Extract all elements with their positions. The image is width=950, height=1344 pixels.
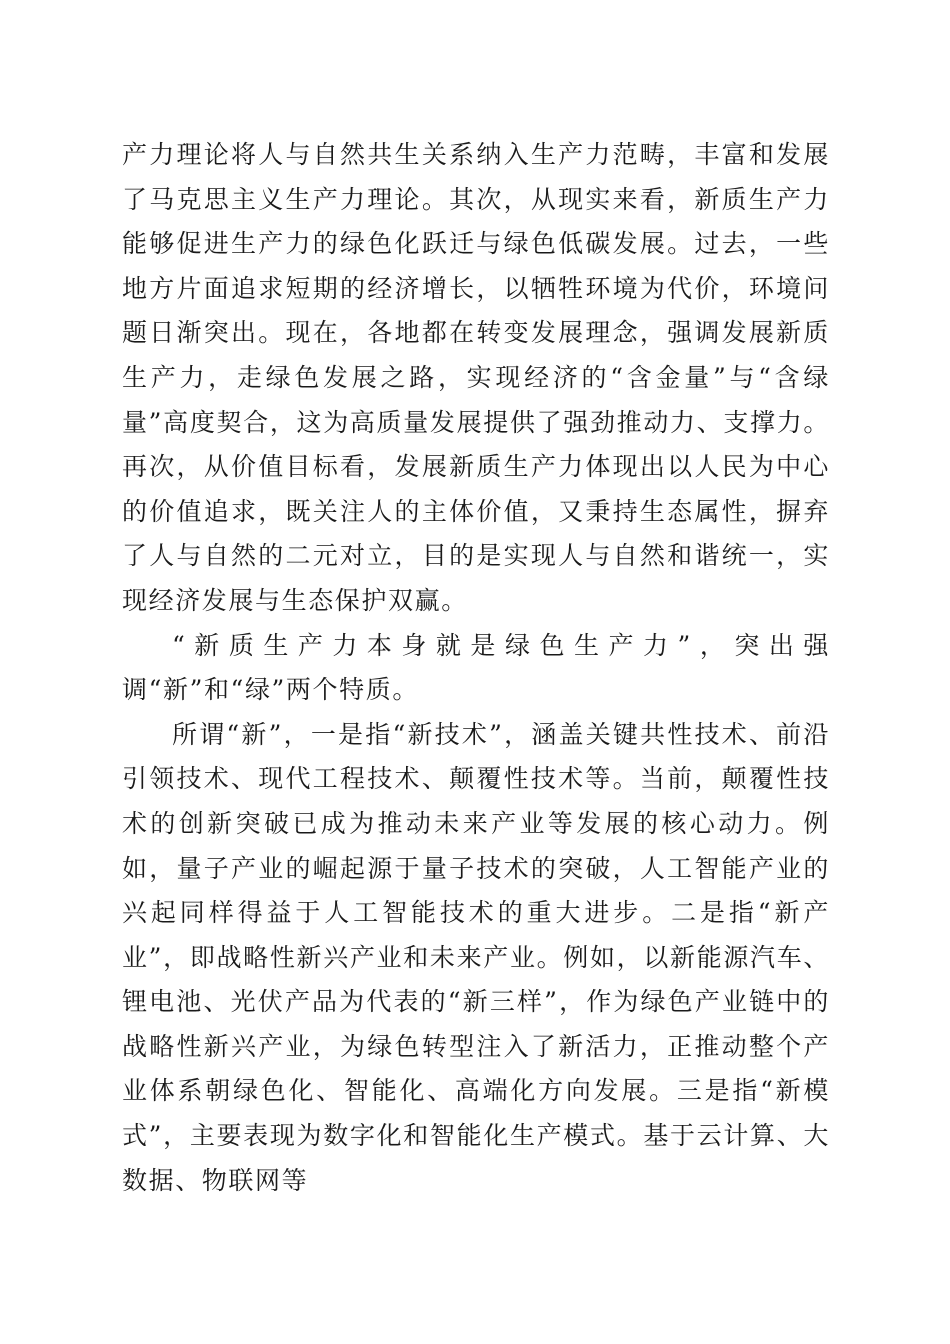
paragraph-3: 所谓“新”，一是指“新技术”，涵盖关键共性技术、前沿引领技术、现代工程技术、颠覆性技术等。当前，颠覆性技术的创新突破已成为推动未来产业等发展的核心动力。例如，量子产业的崛起源于量子技术的突破，人工智能产业的兴起同样得益于人工智能技术的重大进步。二是指“新产业”，即战略性新兴产业和未来产业。例如，以新能源汽车、锂电池、光伏产品为代表的“新三样”，作为绿色产业链中的战略性新兴产业，为绿色转型注入了新活力，正推动整个产业体系朝绿色化、智能化、高端化方向发展。三是指“新模式”，主要表现为数字化和智能化生产模式。基于云计算、大数据、物联网等 xyxy=(122,719,830,1195)
document-body xyxy=(122,133,830,1203)
paragraph-1: 产力理论将人与自然共生关系纳入生产力范畴，丰富和发展了马克思主义生产力理论。其次，从现实来看，新质生产力能够促进生产力的绿色化跃迁与绿色低碳发展。过去，一些地方片面追求短期的经济增长，以牺牲环境为代价，环境问题日渐突出。现在，各地都在转变发展理念，强调发展新质生产力，走绿色发展之路，实现经济的“含金量”与“含绿量”高度契合，这为高质量发展提供了强劲推动力、支撑力。再次，从价值目标看，发展新质生产力体现出以人民为中心的价值追求，既关注人的主体价值，又秉持生态属性，摒弃了人与自然的二元对立，目的是实现人与自然和谐统一，实现经济发展与生态保护双赢。 xyxy=(122,140,830,615)
paragraph-2: “新质生产力本身就是绿色生产力”，突出强调“新”和“绿”两个特质。 xyxy=(122,630,830,705)
